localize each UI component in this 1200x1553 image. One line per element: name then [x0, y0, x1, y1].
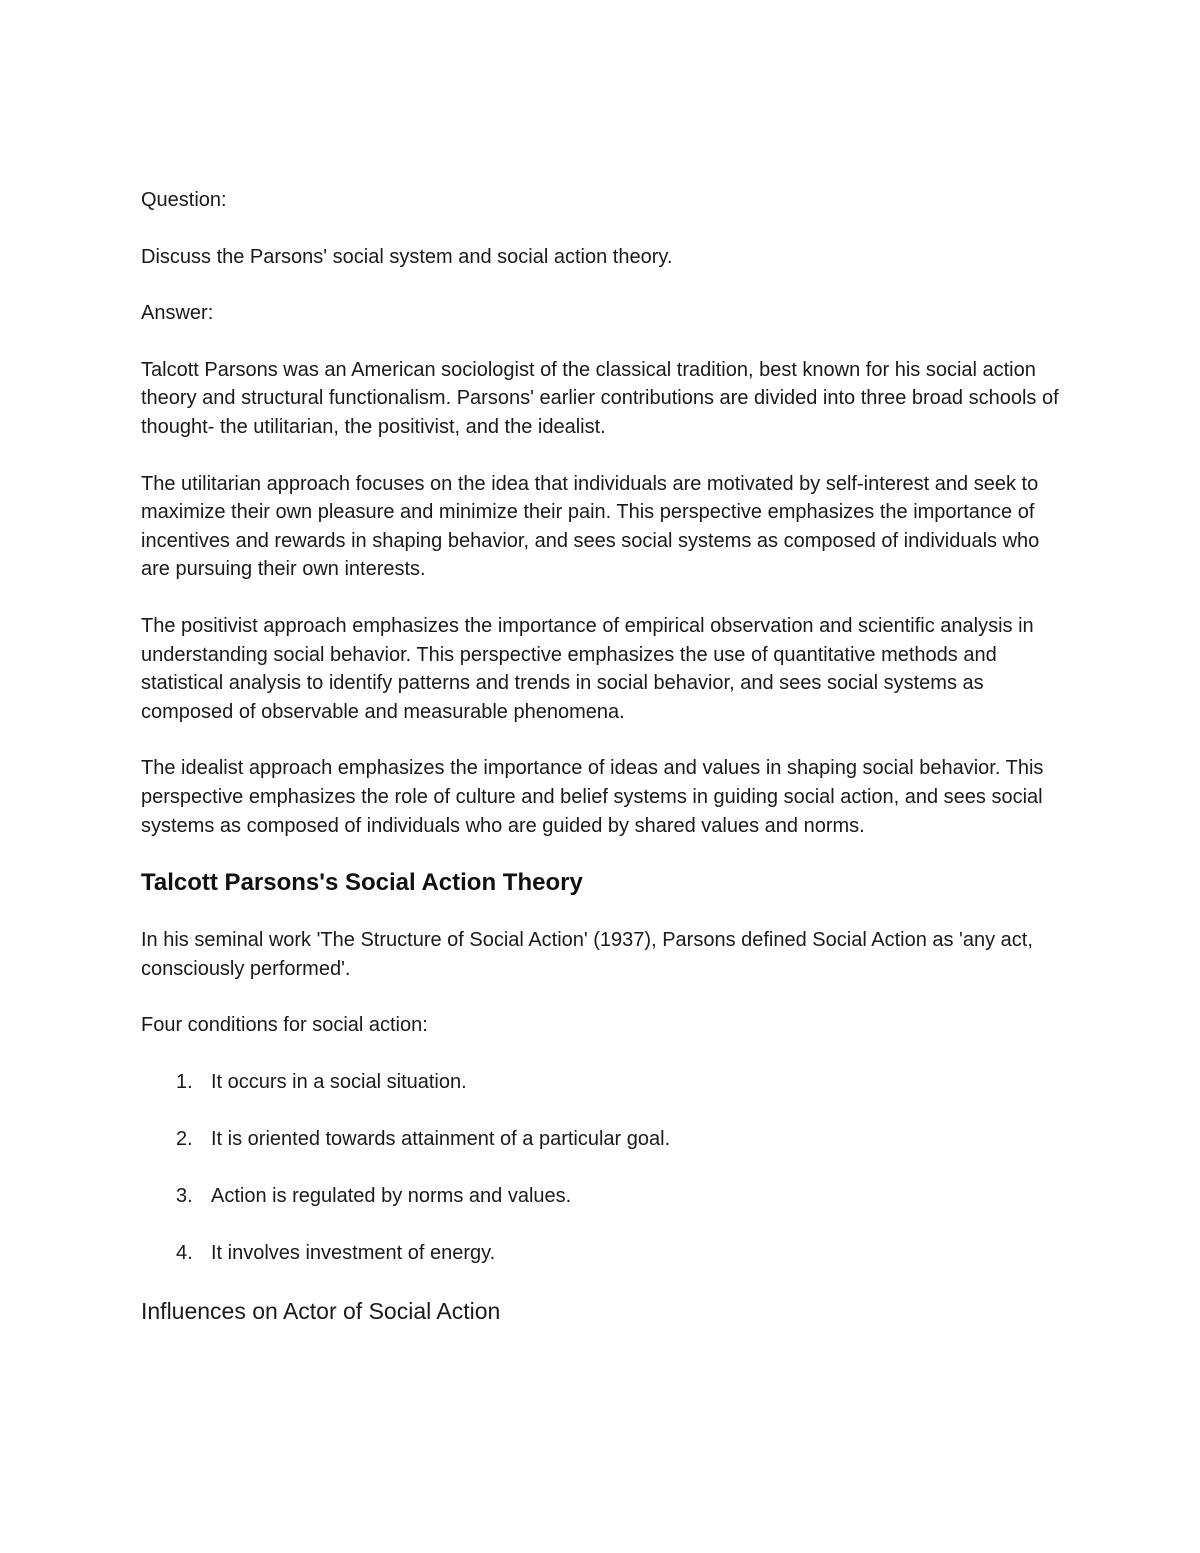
- paragraph-intro: Talcott Parsons was an American sociologist of the classical tradition, best known for his social action theory and structural functionalism. Parsons' earlier contributions are divided into three broad schools of thought- the utilitarian, the positivist, and the idealist.: [141, 358, 1059, 438]
- subheading: Influences on Actor of Social Action: [141, 1298, 501, 1325]
- paragraph-positivist: The positivist approach emphasizes the importance of empirical observation and scientific analysis in understanding social behavior. This perspective emphasizes the use of quantitative methods and statistical analysis to identify patterns and trends in social behavior, and sees social systems as composed of observable and measurable phenomena.: [141, 614, 1034, 723]
- list-item-number: 4.: [176, 1242, 193, 1265]
- document-content: [141, 186, 1061, 1326]
- question-label: Question:: [141, 189, 227, 211]
- list-item-text: It involves investment of energy.: [211, 1242, 496, 1265]
- question-text: Discuss the Parsons' social system and social action theory.: [141, 245, 673, 268]
- list-item-text: Action is regulated by norms and values.: [211, 1185, 572, 1208]
- definition-paragraph: In his seminal work 'The Structure of Social Action' (1937), Parsons defined Social Action as 'any act, consciously performed'.: [141, 929, 1033, 980]
- paragraph-utilitarian: The utilitarian approach focuses on the idea that individuals are motivated by self-interest and seek to maximize their own pleasure and minimize their pain. This perspective emphasizes the importance of incentives and rewards in shaping behavior, and sees social systems as composed of individuals who are pursuing their own interests.: [141, 472, 1040, 581]
- list-item-text: It is oriented towards attainment of a particular goal.: [211, 1127, 671, 1150]
- list-item-text: It occurs in a social situation.: [211, 1070, 467, 1093]
- paragraph-idealist: The idealist approach emphasizes the importance of ideas and values in shaping social behavior. This perspective emphasizes the role of culture and belief systems in guiding social action, and sees social systems as composed of individuals who are guided by shared values and norms.: [141, 757, 1044, 837]
- list-item: [141, 1125, 1061, 1154]
- answer-label: Answer:: [141, 302, 214, 325]
- list-item: [141, 1182, 1061, 1211]
- list-item: [141, 1068, 1061, 1097]
- conditions-intro: Four conditions for social action:: [141, 1014, 428, 1037]
- conditions-list: [141, 1068, 1061, 1268]
- list-item-number: 2.: [176, 1127, 193, 1150]
- list-item: [141, 1239, 1061, 1268]
- list-item-number: 3.: [176, 1185, 193, 1208]
- list-item-number: 1.: [176, 1070, 193, 1093]
- section-heading: Talcott Parsons's Social Action Theory: [141, 869, 583, 897]
